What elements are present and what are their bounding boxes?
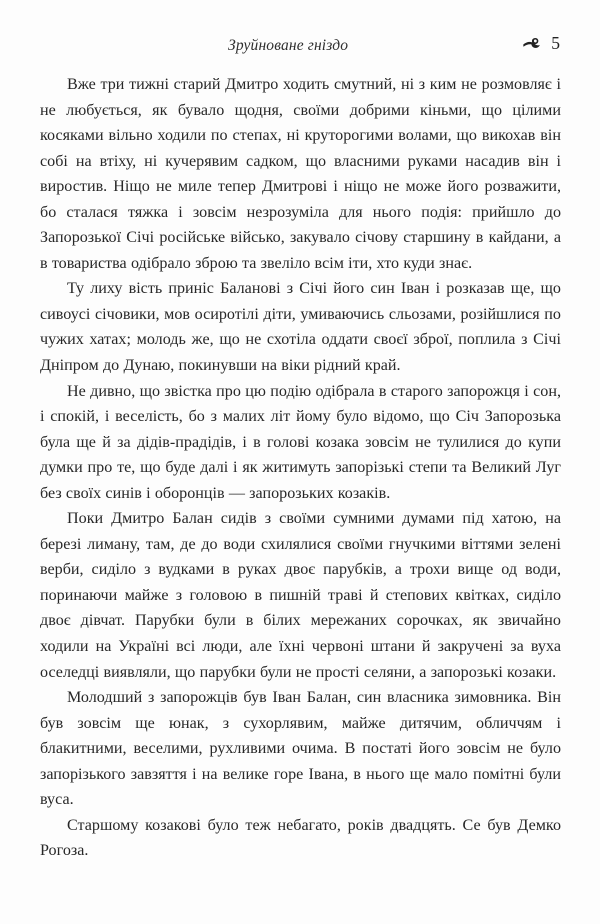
folio-group — [522, 35, 560, 53]
paragraph: Молодший з запорожців був Іван Балан, син власника зимовника. Він був зовсім ще юнак, з сухорлявим, майже дитячим, обличчям і блакитними, веселими, рухливими очима. В постаті його зовсім не було запорізького завзяття і на велике горе Івана, в нього ще мало помітні були вуса. — [40, 689, 561, 809]
running-head-title: Зруйноване гніздо — [228, 36, 349, 54]
paragraph: Ту лиху вість приніс Баланові з Січі його син Іван і розказав ще, що сивоусі січовики, мов осиротілі діти, умиваючись сльозами, розійшлися по чужих хатах; молодь же, що не схотіла оддати своєї зброї, поплила з Січі Дніпром до Дунаю, покинувши на віки рідний край. — [40, 280, 561, 375]
paragraph: Поки Дмитро Балан сидів з своїми сумними думами під хатою, на березі лиману, там, де до води схилялися своїми гнучкими віттями зелені верби, сиділо з вудками в руках двоє парубків, а трохи вище од води, поринаючи майже з головою в пишній траві й степових квітках, сиділо двоє дівчат. Парубки були в білих мережаних сорочках, як звичайно ходили на Україні всі люди, але їхні червоні штани й закручені за вуха оселедці виявляли, що парубки були не прості селяни, а запорозькі козаки. — [40, 510, 561, 681]
paragraph: Старшому козакові було теж небагато, років двадцять. Се був Демко Рогоза. — [40, 816, 561, 860]
page-number: 5 — [551, 33, 560, 53]
leaf-flourish-icon — [522, 37, 544, 51]
paragraph: Не дивно, що звістка про цю подію одібрала в старого запорожця і сон, і спокій, і веселість, бо з малих літ йому було відомо, що Січ Запорозька була ще й за дідів-прадідів, і в голові козака зовсім не тулилися до купи думки про те, що буде далі і як житимуть запорізькі степи та Великий Луг без своїх синів і оборонців — запорозьких козаків. — [40, 382, 561, 502]
paragraph: Вже три тижні старий Дмитро ходить смутний, ні з ким не розмовляє і не любується, як бувало щодня, своїми добрими кіньми, що цілими косяками вільно ходили по степах, ні круторогими волами, що викохав він собі на втіху, ні кучерявим садком, що власними руками насадив він і виростив. Ніщо не миле тепер Дмитрові і ніщо не може його розважити, бо сталася тяжка і зовсім незрозуміла для нього подія: прийшло до Запорозької Січі російське військо, закувало січову старшину в кайдани, а в товариства одібрало зброю та звеліло всім іти, хто куди знає. — [40, 76, 561, 272]
body-text-column — [40, 72, 561, 864]
running-head — [40, 34, 560, 60]
